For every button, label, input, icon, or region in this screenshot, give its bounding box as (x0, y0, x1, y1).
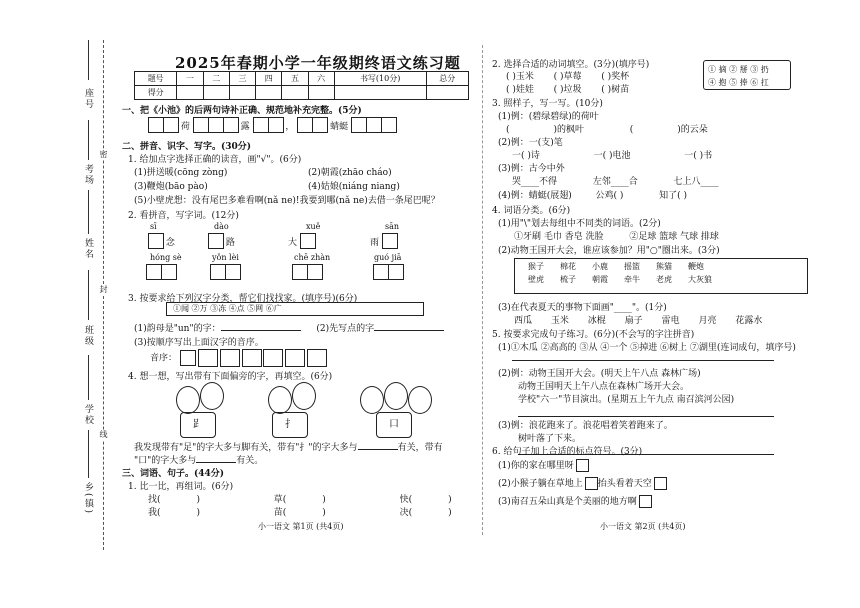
word-option[interactable]: 鞭炮 (688, 262, 704, 271)
score-cell[interactable] (256, 86, 282, 100)
balloons-illustration (160, 380, 460, 436)
word-option[interactable]: 大灰狼 (688, 275, 712, 284)
q3-heading: 3. 按要求给下列汉字分类，帮它们找找家。(填序号)(6分) (128, 294, 358, 304)
char-grid[interactable] (253, 117, 283, 136)
r3-yunduo: )的云朵 (677, 125, 708, 135)
summer-word-row (514, 313, 762, 326)
char-grid[interactable] (292, 264, 322, 283)
summer-word[interactable]: 雷电 (661, 316, 680, 326)
page-footer-right: 小一语文 第2页 (共4页) (600, 522, 686, 531)
poem-char-lu: 露 (240, 122, 250, 132)
school-label: 学校 (83, 404, 93, 426)
township-line (88, 430, 89, 478)
punct-sentence: (2)小猴子躺在草地上 (498, 479, 583, 489)
punct-box[interactable] (576, 459, 589, 472)
q3-1-label: (1)韵母是"un"的字： (134, 324, 221, 334)
measure-item: 一( )书 (684, 151, 713, 161)
summer-word[interactable]: 西瓜 (514, 316, 533, 326)
r3-fill-1[interactable] (506, 122, 708, 135)
verb-item: ( )奖杯 (601, 72, 630, 82)
pinyin-yanlei: yǒn lèi (212, 253, 239, 262)
word-option[interactable]: 朝霞 (592, 275, 608, 284)
verb-item: ( )垃圾 (553, 85, 582, 95)
binding-margin (0, 0, 115, 608)
radicalpot-foot: 𧾷 (180, 412, 216, 438)
exam-room-label: 考场 (83, 164, 93, 186)
summer-word[interactable]: 玉米 (550, 316, 569, 326)
q4-heading: 4. 想一想，写出带有下面偏旁的字，再填空。(6分) (128, 372, 333, 382)
score-table (134, 71, 469, 100)
verb-item: ( )娃娃 (506, 85, 534, 95)
verb-choice: ⑤ 捧 (729, 78, 748, 87)
pinyin-xue: xuě (306, 222, 321, 231)
r3-gongji: 公鸡( ) (595, 191, 624, 201)
q3-1 (134, 321, 444, 334)
q1-heading: 1. 给加点字选择正确的读音，画"√"。(6分) (128, 155, 302, 165)
idiom-item: 左邻____合 (592, 177, 638, 187)
r3-example-3: (3)例：古今中外 (498, 164, 565, 174)
char-grid[interactable] (351, 117, 396, 136)
pinyin-dao: dào (214, 222, 229, 231)
name-line (88, 190, 89, 234)
punct-box[interactable] (585, 477, 598, 490)
score-header-row (135, 72, 469, 86)
measure-item: 一( )诗 (512, 151, 540, 161)
answer-line[interactable] (518, 416, 774, 417)
r3-fill-4[interactable] (498, 188, 687, 201)
char-grid[interactable] (210, 264, 240, 283)
compare-paren: ) (448, 508, 452, 518)
r5-2-task: 学校"六一"节目演出。(星期五上午九点 南召滨河公园) (518, 395, 735, 405)
pinyin-si: sī (150, 222, 157, 231)
verb-choice: ⑥ 扛 (750, 78, 769, 87)
word-group-2: ②足球 篮球 气球 排球 (629, 232, 719, 242)
poem-comma: ， (285, 122, 295, 132)
answer-line[interactable] (512, 360, 774, 361)
animal-word-table (520, 260, 720, 286)
q2-char-lu: 路 (225, 238, 235, 248)
summer-word[interactable]: 扇子 (624, 316, 643, 326)
q1-item-1[interactable]: (1)拼送暖(cōng zòng) (134, 168, 228, 178)
pinyin-guojia: guó jiā (374, 253, 402, 262)
compare-paren: ) (196, 508, 201, 518)
punct-sentence: (1)你的家在哪里呀 (498, 461, 574, 471)
word-option[interactable]: 棉花 (560, 262, 576, 271)
verb-choice: ① 摘 (708, 65, 727, 74)
pinyin-chezhan: chē zhàn (294, 253, 331, 262)
q4-text-2: "口"的字大多与 (134, 456, 197, 466)
score-cell[interactable] (308, 86, 334, 100)
column-separator (482, 45, 483, 535)
order-box[interactable] (198, 349, 218, 367)
punct-sentence: 抬头看着天空 (597, 479, 652, 489)
word-option[interactable]: 壁虎 (528, 275, 544, 284)
q3-2-label: (2)先写点的字 (316, 324, 375, 334)
compare-word: 快( (399, 495, 413, 505)
q2-char-da: 大 (288, 238, 298, 248)
seal-char-xian: 线 (99, 430, 108, 440)
score-value-row (135, 86, 469, 100)
verb-choice: ③ 扔 (750, 65, 769, 74)
q4-fill-1 (134, 440, 443, 453)
answer-line[interactable] (358, 449, 398, 450)
name-label: 姓名 (83, 238, 93, 260)
r3-example-2: (2)例：一(支)笔 (498, 138, 563, 148)
compare-paren: ) (322, 495, 326, 505)
r3-fill-2[interactable] (512, 148, 712, 161)
char-grid[interactable] (382, 233, 397, 252)
char-grid[interactable] (208, 233, 223, 252)
paren: ( (506, 125, 510, 135)
score-cell[interactable] (229, 86, 255, 100)
score-col-total: 总分 (426, 72, 469, 86)
poem-char-he: 荷 (180, 122, 190, 132)
r3-example-1: (1)例：(碧绿碧绿)的荷叶 (498, 112, 599, 122)
q5-heading: 1. 比一比，再组词。(6分) (128, 482, 234, 492)
score-col-6: 六 (308, 72, 334, 86)
score-col-4: 四 (256, 72, 282, 86)
q3-3: (3)按顺序写出上面汉字的音序。 (134, 338, 264, 348)
score-col-3: 三 (229, 72, 255, 86)
r3-zhiliao: 知了( ) (659, 191, 688, 201)
seal-char-mi: 密 (99, 150, 108, 160)
q2-char-yu: 雨 (370, 238, 380, 248)
summer-word[interactable]: 花露水 (735, 316, 763, 326)
word-option[interactable]: 牵牛 (624, 275, 640, 284)
r5-2-example-answer: 动物王国明天上午八点在森林广场开大会。 (518, 382, 690, 392)
q2-heading: 2. 看拼音，写字词。(12分) (128, 211, 239, 221)
measure-item: 一( )电池 (593, 151, 631, 161)
punct-item-1 (498, 458, 589, 472)
char-grid[interactable] (297, 117, 327, 136)
score-col-writing: 书写(10分) (334, 72, 426, 86)
word-row (520, 260, 720, 273)
q1-item-3[interactable]: (3)鞭炮(bāo pào) (134, 182, 208, 192)
verb-item: ( )玉米 (506, 72, 534, 82)
punct-box[interactable] (654, 477, 667, 490)
balloon-icon[interactable] (360, 386, 384, 414)
score-cell[interactable] (426, 86, 469, 100)
r3-heading: 3. 照样子，写一写。(10分) (492, 99, 603, 109)
q1-item-5[interactable]: (5)小壁虎想：没有尾巴多难看啊(nǎ ne)!我要到哪(nǎ ne)去借一条尾巴呢？ (134, 196, 440, 206)
compare-row-2 (148, 505, 452, 518)
verb-item: ( )草莓 (553, 72, 582, 82)
r4-1-instruction: (1)用"\"划去每组中不同类的词语。(2分) (498, 219, 661, 229)
r5-heading: 5. 按要求完成句子练习。(6分)(不会写的字注拼音) (492, 330, 695, 340)
order-box[interactable] (242, 349, 262, 367)
verb-choices-box (703, 60, 791, 90)
char-grid[interactable] (148, 117, 178, 136)
order-box[interactable] (263, 349, 283, 367)
score-row-label: 得分 (135, 86, 177, 100)
order-box[interactable] (220, 349, 240, 367)
score-col-1: 一 (177, 72, 203, 86)
page-footer-left: 小一语文 第1页 (共4页) (258, 522, 344, 531)
idiom-item: 七上八____ (673, 177, 719, 187)
order-label: 音序： (150, 353, 178, 364)
poem-fill-row (148, 117, 396, 136)
word-group-1: ①牙刷 毛巾 香皂 洗脸 (514, 232, 604, 242)
township-label: 乡(镇) (83, 482, 93, 516)
compare-word: 我( (148, 508, 161, 518)
q2-char-nian: 念 (165, 238, 175, 248)
word-option[interactable]: 小鹿 (592, 262, 608, 271)
punct-box[interactable] (639, 495, 652, 508)
seal-dashed-line (103, 40, 104, 550)
compare-paren: ) (322, 508, 326, 518)
pinyin-hongse: hóng sè (150, 253, 182, 262)
radical-pot-mouth: 口 (376, 412, 412, 438)
r5-3-example: (3)例：浪花跑来了。浪花唱着笑着跑来了。 (498, 421, 673, 431)
punct-item-2 (498, 476, 667, 490)
verb-choice: ④ 抱 (708, 78, 727, 87)
compare-word: 找( (148, 495, 161, 505)
word-option[interactable]: 猴子 (528, 262, 544, 271)
r5-3-task: 树叶落了下来。 (518, 434, 582, 444)
r4-3-instruction: (3)在代表夏天的事物下面画"____"。(1分) (498, 303, 667, 313)
q4-text-1b: 有关，带有 (397, 443, 443, 453)
punct-item-3 (498, 494, 652, 508)
compare-paren: ) (448, 495, 452, 505)
r3-fill-3[interactable] (512, 174, 719, 187)
r6-heading: 6. 给句子加上合适的标点符号。(3分) (492, 447, 643, 457)
q1-item-2[interactable]: (2)朝霞(zhāo cháo) (308, 168, 392, 178)
summer-word[interactable]: 冰棍 (587, 316, 606, 326)
section-2-heading: 二、拼音、识字、写字。(30分) (122, 142, 252, 152)
page-title: 2025年春期小学一年级期终语文练习题 (175, 54, 461, 72)
balloon-icon[interactable] (268, 386, 292, 414)
balloon-icon[interactable] (408, 386, 432, 414)
word-row (520, 273, 720, 286)
verb-choice: ② 掰 (729, 65, 748, 74)
char-grid[interactable] (148, 233, 163, 252)
score-cell[interactable] (334, 86, 426, 100)
compare-word: 苗( (273, 508, 287, 518)
seat-label: 座号 (83, 88, 93, 110)
compare-word: 决( (399, 508, 413, 518)
answer-line[interactable] (196, 462, 236, 463)
score-col-5: 五 (282, 72, 308, 86)
order-box[interactable] (285, 349, 305, 367)
punct-sentence: (3)南召五朵山真是个美丽的地方啊 (498, 497, 637, 507)
r3-example-4: (4)例：蜻蜓(展翅) (498, 191, 572, 201)
word-option[interactable]: 摇篮 (624, 262, 640, 271)
order-box[interactable] (307, 349, 327, 367)
school-line (88, 355, 89, 400)
char-grid[interactable] (300, 233, 315, 252)
q3-char-box: ①闻 ②万 ③冻 ④点 ⑤网 ⑥广 (166, 302, 424, 316)
class-line (88, 270, 89, 320)
verb-item: ( )树苗 (601, 85, 630, 95)
poem-word-qingting: 蜻蜓 (330, 122, 349, 132)
score-col-label: 题号 (135, 72, 177, 86)
score-col-2: 二 (203, 72, 229, 86)
q4-text-1: 我发现带有"足"的字大多与脚有关，带有"扌"的字大多与 (134, 443, 358, 453)
class-label: 班级 (83, 325, 93, 347)
r5-1: (1)①木瓜 ②高高的 ③从 ④一个 ⑤掉进 ⑥树上 ⑦湖里(连词成句，填序号) (498, 343, 796, 353)
verb-row-2[interactable] (506, 82, 629, 95)
pinyin-san: sān (385, 222, 400, 231)
char-grid[interactable] (193, 117, 238, 136)
idiom-item: 哭____不得 (512, 177, 558, 187)
q2-row1-d (370, 233, 397, 252)
compare-word: 草( (273, 495, 287, 505)
score-cell[interactable] (203, 86, 229, 100)
answer-line[interactable] (221, 330, 301, 331)
radical-pot-hand: 扌 (272, 412, 308, 438)
q3-order-row (150, 349, 326, 367)
q2-row1 (148, 233, 175, 252)
char-grid[interactable] (146, 264, 176, 283)
q2-row1-b (208, 233, 235, 252)
compare-paren: ) (196, 495, 201, 505)
q2-row2-grids (146, 264, 403, 283)
q2-row1-c (288, 233, 315, 252)
exam-room-line (88, 120, 89, 160)
seal-char-feng: 封 (99, 285, 108, 295)
summer-word[interactable]: 月亮 (698, 316, 717, 326)
compare-row-1 (148, 492, 452, 505)
r4-heading: 4. 词语分类。(6分) (492, 206, 571, 216)
balloon-icon[interactable] (292, 382, 316, 410)
score-cell[interactable] (177, 86, 203, 100)
seat-line (88, 40, 89, 80)
answer-line[interactable] (374, 330, 444, 331)
order-box[interactable] (180, 350, 196, 366)
word-option[interactable]: 熊猫 (656, 262, 672, 271)
balloon-icon[interactable] (176, 386, 200, 414)
verb-row-1[interactable] (506, 69, 629, 82)
char-grid[interactable] (373, 264, 403, 283)
r2-heading: 2. 选择合适的动词填空。(3分)(填序号) (492, 60, 650, 70)
r4-2-instruction: (2)动物王国开大会，谁应该参加？用"○"圈出来。(3分) (498, 246, 720, 256)
balloon-icon[interactable] (200, 382, 224, 410)
q4-text-2b: 有关。 (236, 456, 264, 466)
q1-item-4[interactable]: (4)姑娘(niáng niang) (308, 182, 400, 192)
section-3-heading: 三、词语、句子。(44分) (122, 469, 225, 479)
word-option[interactable]: 梳子 (560, 275, 576, 284)
r3-fengye: )的枫叶 (553, 125, 585, 135)
balloon-icon[interactable] (384, 382, 408, 410)
section-1-heading: 一、把《小池》的后两句诗补正确、规范地补充完整。(5分) (122, 106, 362, 116)
r4-1-row[interactable] (514, 229, 719, 242)
word-option[interactable]: 老虎 (656, 275, 672, 284)
r5-2-example: (2)例：动物王国开大会。(明天上午八点 森林广场) (498, 369, 701, 379)
score-cell[interactable] (282, 86, 308, 100)
paren: ( (629, 125, 634, 135)
q4-fill-2 (134, 453, 263, 466)
